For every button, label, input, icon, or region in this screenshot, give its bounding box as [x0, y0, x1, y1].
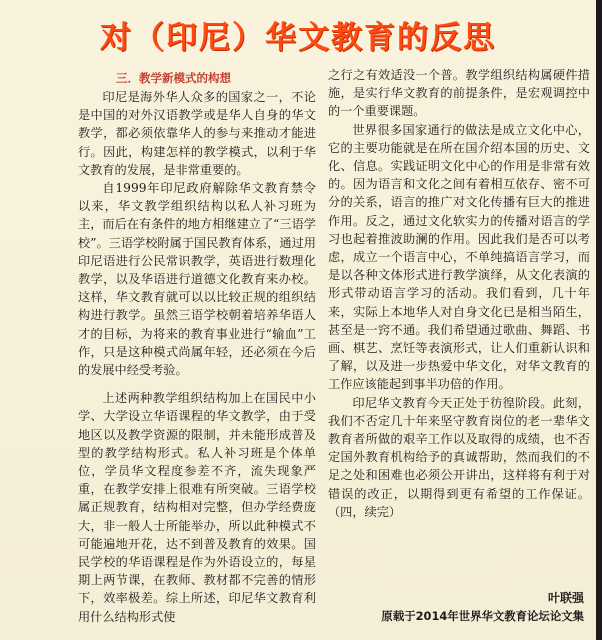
- paragraph: 印尼是海外华人众多的国家之一，不论是中国的对外汉语教学或是华人自身的华文教学，都必须依靠华人的参与来推动才能进行。因此，构建怎样的教学模式，以利于华文教育的发展，是非常重要的。: [78, 90, 316, 177]
- paragraph: 之行之有效适没一个普。教学组织结构属硬件措施，是实行华文教育的前提条件，是宏观调控中的一个重要课题。: [328, 68, 590, 119]
- article-title: 对（印尼）华文教育的反思: [100, 20, 496, 56]
- paragraph: 上述两种教学组织结构加上在国民中小学、大学设立华语课程的华文教学，由于受地区以及教学资源的限制，并未能形成普及型的教学结构形式。私人补习班是个体单位，学员华文程度参差不齐，流失现象严重，在教学安排上很难有所突破。三语学校属正规教育，结构相对完整，但办学经费庞大，非一般人士所能举办，所以此种模式不可能遍地开花，达不到普及教育的效果。国民学校的华语课程是作为外语设立的，每星期上两节课，在教师、教材都不完善的情形下，效率极差。综上所述，印尼华文教育利用什么结构形式使: [78, 391, 316, 624]
- paragraph: 世界很多国家通行的做法是成立文化中心，它的主要功能就是在所在国介绍本国的历史、文化、信息。实践证明文化中心的作用是非常有效的。因为语言和文化之间有着相互依存、密不可分的关系，语言的推广对文化传播有巨大的推进作用。反之，通过文化软实力的传播对语言的学习也起着推波助澜的作用。因此我们是否可以考虑，成立一个语言中心，不单纯搞语言学习，而是以各种文体形式进行教学演绎，从文化表演的形式带动语言学习的活动。我们看到，几十年来，实际上本地华人对自身文化已是相当陌生，甚至是一窍不通。我们希望通过歌曲、舞蹈、书画、棋艺、烹饪等表演形式，让人们重新认识和了解，以及进一步热爱中华文化，对华文教育的工作应该能起到事半功倍的作用。: [328, 122, 590, 392]
- section-heading: 三．教学新模式的构想: [116, 71, 231, 85]
- page-edge-border: [596, 0, 602, 640]
- left-column: [78, 70, 316, 626]
- paragraph: 自1999年印尼政府解除华文教育禁令以来，华文教学组织结构以私人补习班为主，而后在有条件的地方相继建立了“三语学校”。三语学校附属于国民教育体系，通过用印尼语进行公民常识教学，英语进行数理化教学，以及华语进行道德文化教育来办校。这样，华文教育就可以以比较正规的组织结构进行教学。虽然三语学校朝着培养华语人才的目标，为将来的教育事业进行“输血”工作，只是这种模式尚属年轻，还必须在今后的发展中经受考验。: [78, 181, 316, 378]
- paragraph: 印尼华文教育今天正处于彷徨阶段。此刻，我们不否定几十年来坚守教育岗位的老一辈华文教育者所做的艰辛工作以及取得的成绩，也不否定国外教育机构给予的真诚帮助，然而我们的不足之处和困难也必须公开讲出，这样将有利于对错误的改正，以期得到更有希望的工作保证。（四，续完）: [328, 395, 590, 519]
- right-column: [328, 66, 590, 521]
- source-note: 原载于2014年世界华文教育论坛论文集: [381, 609, 584, 623]
- author-name: 叶联强: [547, 591, 584, 605]
